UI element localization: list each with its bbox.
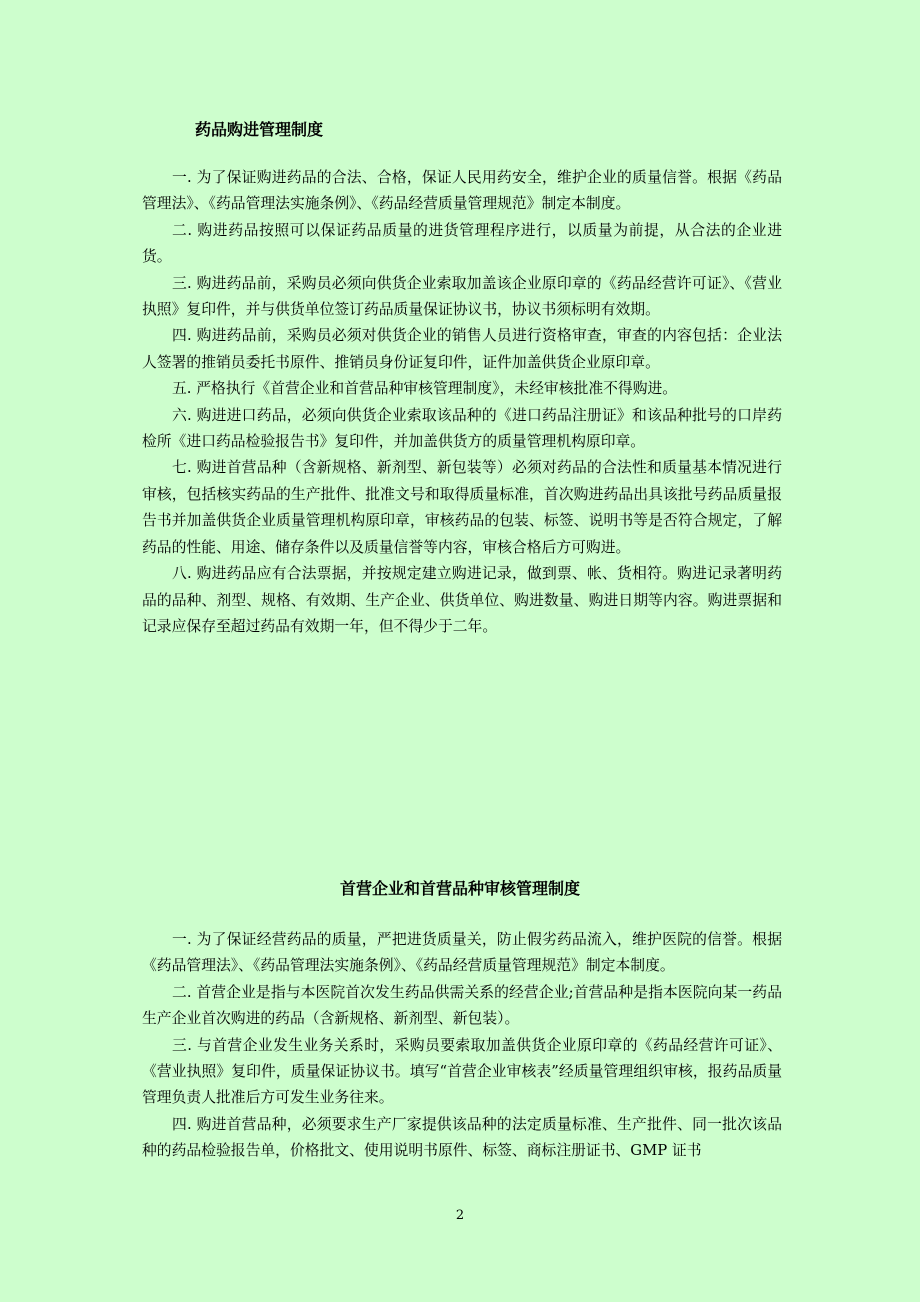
paragraph: 八. 购进药品应有合法票据，并按规定建立购进记录，做到票、帐、货相符。购进记录著明药品的品种、剂型、规格、有效期、生产企业、供货单位、购进数量、购进日期等内容。购进票据和记录应保存至超过药品有效期一年，但不得少于二年。 bbox=[142, 565, 782, 635]
paragraph: 五. 严格执行《首营企业和首营品种审核管理制度》，未经审核批准不得购进。 bbox=[172, 380, 678, 398]
paragraph: 一. 为了保证购进药品的合法、合格，保证人民用药安全，维护企业的质量信誉。根据《药品管理法》、《药品管理法实施条例》、《药品经营质量管理规范》制定本制度。 bbox=[142, 169, 782, 213]
paragraph: 三. 与首营企业发生业务关系时，采购员要索取加盖供货企业原印章的《药品经营许可证》、《营业执照》复印件，质量保证协议书。填写“首营企业审核表”经质量管理组织审核，报药品质量管理负责人批准后方可发生业务往来。 bbox=[142, 1036, 782, 1107]
paragraph: 二. 购进药品按照可以保证药品质量的进货管理程序进行，以质量为前提，从合法的企业进货。 bbox=[142, 221, 782, 266]
section-first-business-review bbox=[142, 927, 782, 1165]
section-drug-purchase bbox=[142, 165, 782, 640]
page-number: 2 bbox=[455, 1208, 465, 1223]
section-title-drug-purchase: 药品购进管理制度 bbox=[195, 120, 324, 139]
paragraph: 四. 购进首营品种，必须要求生产厂家提供该品种的法定质量标准、生产批件、同一批次该品种的药品检验报告单，价格批文、使用说明书原件、标签、商标注册证书、GMP 证书 bbox=[142, 1115, 782, 1160]
paragraph: 三. 购进药品前，采购员必须向供货企业索取加盖该企业原印章的《药品经营许可证》、《营业执照》复印件，并与供货单位签订药品质量保证协议书，协议书须标明有效期。 bbox=[142, 274, 782, 319]
section-title-first-business-review: 首营企业和首营品种审核管理制度 bbox=[339, 879, 580, 898]
paragraph: 四. 购进药品前，采购员必须对供货企业的销售人员进行资格审查，审查的内容包括：企业法人签署的推销员委托书原件、推销员身份证复印件，证件加盖供货企业原印章。 bbox=[142, 327, 782, 371]
paragraph: 六. 购进进口药品，必须向供货企业索取该品种的《进口药品注册证》和该品种批号的口岸药检所《进口药品检验报告书》复印件，并加盖供货方的质量管理机构原印章。 bbox=[142, 406, 782, 451]
paragraph: 二. 首营企业是指与本医院首次发生药品供需关系的经营企业;首营品种是指本医院向某一药品生产企业首次购进的药品（含新规格、新剂型、新包装）。 bbox=[142, 983, 782, 1028]
paragraph: 一. 为了保证经营药品的质量，严把进货质量关，防止假劣药品流入，维护医院的信誉。根据《药品管理法》、《药品管理法实施条例》、《药品经营质量管理规范》制定本制度。 bbox=[142, 931, 782, 975]
paragraph: 七. 购进首营品种（含新规格、新剂型、新包装等）必须对药品的合法性和质量基本情况进行审核，包括核实药品的生产批件、批准文号和取得质量标准，首次购进药品出具该批号药品质量报告书并加盖供货企业质量管理机构原印章，审核药品的包装、标签、说明书等是否符合规定，了解药品的性能、用途、储存条件以及质量信誉等内容，审核合格后方可购进。 bbox=[142, 459, 782, 556]
